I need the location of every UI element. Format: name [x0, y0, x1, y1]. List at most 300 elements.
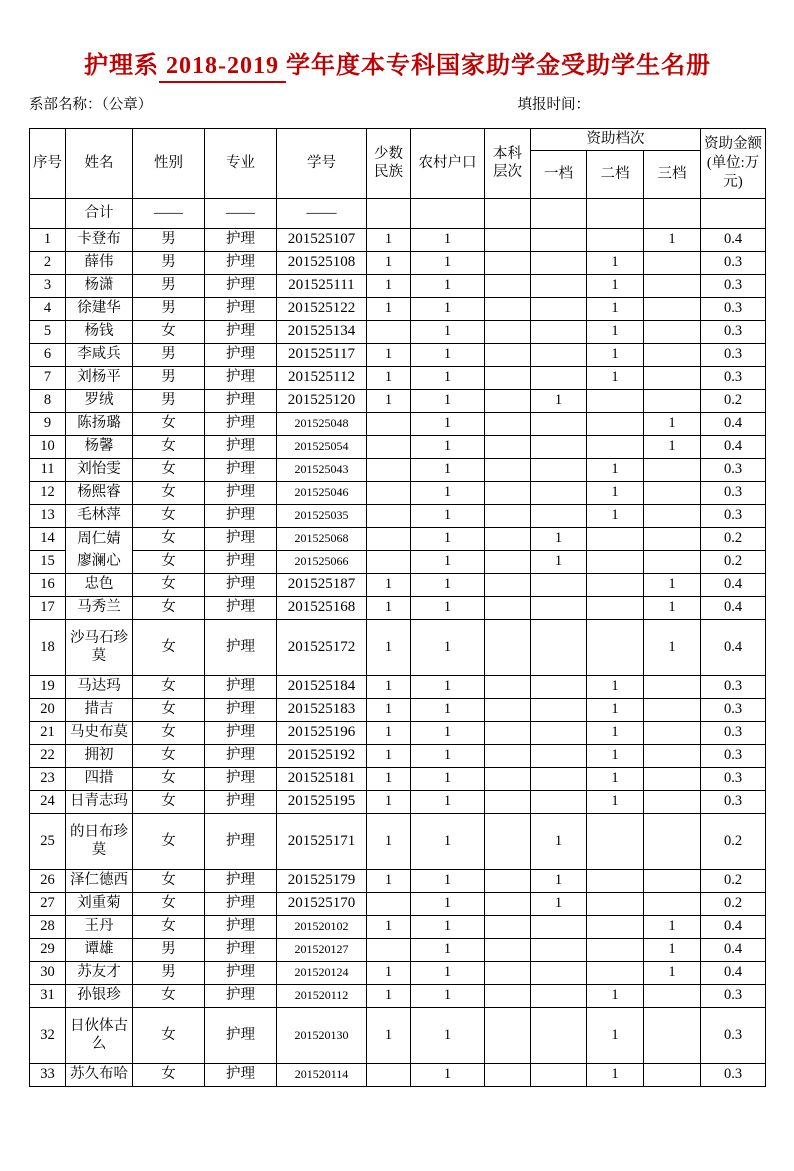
cell-name: 陈扬璐: [66, 412, 133, 435]
cell-tier1: 1: [531, 892, 587, 915]
cell-tier2: 1: [587, 698, 644, 721]
cell-seq: 28: [30, 915, 66, 938]
table-row: [30, 915, 766, 938]
cell-tier2: [587, 573, 644, 596]
total-row: [30, 198, 766, 228]
cell-amount: 0.2: [701, 389, 766, 412]
cell-seq: 25: [30, 813, 66, 869]
cell-sid: 201525183: [277, 698, 367, 721]
cell-seq: 5: [30, 320, 66, 343]
header-rural: 农村户口: [411, 129, 485, 199]
table-row: [30, 698, 766, 721]
cell-gender: 女: [133, 320, 205, 343]
cell-minority: 1: [367, 984, 411, 1007]
cell-undergrad: [485, 320, 531, 343]
cell-gender: 女: [133, 596, 205, 619]
cell-gender: ——: [133, 198, 205, 228]
cell-tier1: [531, 573, 587, 596]
table-row: [30, 458, 766, 481]
table-row: [30, 1063, 766, 1086]
cell-major: 护理: [205, 343, 277, 366]
cell-sid: 201525170: [277, 892, 367, 915]
cell-sid: 201525184: [277, 675, 367, 698]
cell-major: 护理: [205, 527, 277, 550]
cell-minority: [367, 550, 411, 573]
cell-name: 刘杨平: [66, 366, 133, 389]
cell-rural: 1: [411, 274, 485, 297]
cell-rural: 1: [411, 961, 485, 984]
cell-name: 合计: [66, 198, 133, 228]
cell-major: 护理: [205, 320, 277, 343]
cell-undergrad: [485, 915, 531, 938]
cell-major: 护理: [205, 869, 277, 892]
cell-name: 拥初: [66, 744, 133, 767]
cell-tier3: [644, 869, 701, 892]
cell-tier2: [587, 198, 644, 228]
cell-rural: 1: [411, 228, 485, 251]
cell-rural: 1: [411, 767, 485, 790]
cell-minority: [367, 892, 411, 915]
cell-undergrad: [485, 596, 531, 619]
cell-major: 护理: [205, 938, 277, 961]
cell-major: 护理: [205, 297, 277, 320]
cell-gender: 女: [133, 721, 205, 744]
cell-tier1: [531, 343, 587, 366]
cell-rural: 1: [411, 527, 485, 550]
cell-tier3: 1: [644, 412, 701, 435]
cell-name: 马秀兰: [66, 596, 133, 619]
cell-tier2: 1: [587, 721, 644, 744]
cell-sid: 201520114: [277, 1063, 367, 1086]
cell-major: 护理: [205, 619, 277, 675]
cell-name: 毛林萍: [66, 504, 133, 527]
cell-minority: [367, 504, 411, 527]
table-row: [30, 675, 766, 698]
cell-sid: 201525046: [277, 481, 367, 504]
cell-undergrad: [485, 961, 531, 984]
cell-tier1: [531, 320, 587, 343]
cell-amount: 0.3: [701, 458, 766, 481]
cell-rural: 1: [411, 869, 485, 892]
cell-seq: 3: [30, 274, 66, 297]
cell-seq: 11: [30, 458, 66, 481]
cell-undergrad: [485, 458, 531, 481]
cell-seq: 15: [30, 550, 66, 573]
cell-minority: [367, 412, 411, 435]
cell-seq: 33: [30, 1063, 66, 1086]
table-row: [30, 744, 766, 767]
cell-tier2: [587, 619, 644, 675]
cell-rural: 1: [411, 813, 485, 869]
cell-amount: 0.4: [701, 573, 766, 596]
cell-tier3: [644, 504, 701, 527]
cell-name: 沙马石珍莫: [66, 619, 133, 675]
cell-tier3: 1: [644, 619, 701, 675]
cell-sid: 201525108: [277, 251, 367, 274]
cell-minority: 1: [367, 389, 411, 412]
cell-tier3: [644, 389, 701, 412]
cell-gender: 女: [133, 458, 205, 481]
header-gender: 性别: [133, 129, 205, 199]
cell-rural: 1: [411, 297, 485, 320]
cell-gender: 男: [133, 297, 205, 320]
header-minority: 少数民族: [367, 129, 411, 199]
table-row: [30, 790, 766, 813]
cell-rural: 1: [411, 366, 485, 389]
cell-gender: 女: [133, 790, 205, 813]
cell-tier2: [587, 915, 644, 938]
cell-name: 日伙体古么: [66, 1007, 133, 1063]
cell-sid: 201525068: [277, 527, 367, 550]
cell-major: 护理: [205, 698, 277, 721]
cell-sid: 201525054: [277, 435, 367, 458]
cell-major: 护理: [205, 675, 277, 698]
cell-minority: 1: [367, 343, 411, 366]
table-row: [30, 297, 766, 320]
table-row: [30, 938, 766, 961]
cell-name: 措吉: [66, 698, 133, 721]
cell-rural: 1: [411, 596, 485, 619]
table-row: [30, 619, 766, 675]
cell-gender: 女: [133, 412, 205, 435]
cell-rural: 1: [411, 458, 485, 481]
cell-sid: 201525196: [277, 721, 367, 744]
cell-seq: 16: [30, 573, 66, 596]
cell-gender: 女: [133, 869, 205, 892]
cell-tier3: [644, 198, 701, 228]
cell-amount: 0.3: [701, 251, 766, 274]
cell-seq: 9: [30, 412, 66, 435]
cell-major: 护理: [205, 767, 277, 790]
cell-tier3: [644, 366, 701, 389]
cell-name: 王丹: [66, 915, 133, 938]
cell-minority: 1: [367, 251, 411, 274]
cell-sid: 201525117: [277, 343, 367, 366]
cell-amount: 0.3: [701, 297, 766, 320]
cell-tier1: 1: [531, 550, 587, 573]
cell-rural: 1: [411, 251, 485, 274]
cell-undergrad: [485, 198, 531, 228]
cell-major: 护理: [205, 228, 277, 251]
cell-minority: [367, 938, 411, 961]
cell-tier1: [531, 596, 587, 619]
header-name: 姓名: [66, 129, 133, 199]
cell-seq: 7: [30, 366, 66, 389]
cell-amount: 0.2: [701, 869, 766, 892]
table-row: [30, 504, 766, 527]
table-row: [30, 481, 766, 504]
cell-tier3: [644, 698, 701, 721]
cell-rural: 1: [411, 481, 485, 504]
header-tier-group: 资助档次: [531, 129, 701, 151]
cell-amount: 0.3: [701, 790, 766, 813]
cell-undergrad: [485, 481, 531, 504]
cell-amount: 0.4: [701, 938, 766, 961]
cell-gender: 女: [133, 984, 205, 1007]
cell-name: 忠色: [66, 573, 133, 596]
cell-seq: 30: [30, 961, 66, 984]
cell-minority: 1: [367, 790, 411, 813]
cell-minority: 1: [367, 274, 411, 297]
cell-amount: 0.4: [701, 228, 766, 251]
cell-rural: 1: [411, 435, 485, 458]
cell-gender: 女: [133, 573, 205, 596]
cell-tier1: [531, 297, 587, 320]
cell-tier3: 1: [644, 435, 701, 458]
cell-undergrad: [485, 698, 531, 721]
cell-tier2: 1: [587, 251, 644, 274]
cell-amount: 0.2: [701, 813, 766, 869]
header-major: 专业: [205, 129, 277, 199]
cell-tier1: [531, 481, 587, 504]
cell-tier3: [644, 675, 701, 698]
header-undergrad: 本科层次: [485, 129, 531, 199]
cell-tier2: [587, 389, 644, 412]
cell-sid: 201525122: [277, 297, 367, 320]
cell-amount: [701, 198, 766, 228]
cell-sid: 201525172: [277, 619, 367, 675]
cell-major: 护理: [205, 596, 277, 619]
cell-undergrad: [485, 813, 531, 869]
cell-tier3: [644, 721, 701, 744]
header-amount: 资助金额(单位:万元): [701, 129, 766, 199]
cell-tier3: 1: [644, 915, 701, 938]
cell-sid: 201525043: [277, 458, 367, 481]
cell-tier3: 1: [644, 228, 701, 251]
cell-undergrad: [485, 1063, 531, 1086]
cell-name: 李咸兵: [66, 343, 133, 366]
cell-tier1: [531, 435, 587, 458]
cell-major: 护理: [205, 366, 277, 389]
cell-gender: 女: [133, 675, 205, 698]
cell-name: 谭雄: [66, 938, 133, 961]
cell-tier2: [587, 961, 644, 984]
table-row: [30, 961, 766, 984]
cell-undergrad: [485, 1007, 531, 1063]
cell-rural: 1: [411, 721, 485, 744]
cell-undergrad: [485, 675, 531, 698]
cell-amount: 0.4: [701, 435, 766, 458]
cell-tier2: [587, 892, 644, 915]
cell-rural: 1: [411, 698, 485, 721]
cell-name: 苏友才: [66, 961, 133, 984]
cell-gender: 女: [133, 619, 205, 675]
cell-gender: 男: [133, 389, 205, 412]
cell-major: 护理: [205, 915, 277, 938]
cell-name: 杨馨: [66, 435, 133, 458]
cell-tier3: [644, 320, 701, 343]
cell-gender: 女: [133, 550, 205, 573]
cell-name: 徐建华: [66, 297, 133, 320]
cell-tier2: [587, 412, 644, 435]
cell-undergrad: [485, 938, 531, 961]
table-row: [30, 412, 766, 435]
cell-minority: [367, 198, 411, 228]
table-row: [30, 527, 766, 550]
cell-minority: 1: [367, 869, 411, 892]
cell-undergrad: [485, 744, 531, 767]
cell-tier3: 1: [644, 938, 701, 961]
cell-sid: 201525120: [277, 389, 367, 412]
header-sid: 学号: [277, 129, 367, 199]
cell-sid: 201525134: [277, 320, 367, 343]
cell-seq: 20: [30, 698, 66, 721]
cell-major: 护理: [205, 1063, 277, 1086]
cell-name: 四措: [66, 767, 133, 790]
cell-tier1: [531, 915, 587, 938]
cell-amount: 0.3: [701, 274, 766, 297]
cell-name: 廖澜心: [66, 550, 133, 573]
cell-rural: 1: [411, 343, 485, 366]
cell-tier2: 1: [587, 343, 644, 366]
cell-gender: 男: [133, 274, 205, 297]
cell-tier1: [531, 228, 587, 251]
cell-sid: 201525192: [277, 744, 367, 767]
cell-undergrad: [485, 869, 531, 892]
cell-major: 护理: [205, 481, 277, 504]
table-row: [30, 320, 766, 343]
cell-undergrad: [485, 619, 531, 675]
cell-seq: 10: [30, 435, 66, 458]
table-row: [30, 596, 766, 619]
cell-undergrad: [485, 790, 531, 813]
cell-seq: 12: [30, 481, 66, 504]
cell-tier3: [644, 1063, 701, 1086]
cell-name: 周仁婧: [66, 527, 133, 550]
cell-undergrad: [485, 435, 531, 458]
cell-tier2: 1: [587, 984, 644, 1007]
cell-seq: 24: [30, 790, 66, 813]
cell-name: 孙银珍: [66, 984, 133, 1007]
cell-major: 护理: [205, 435, 277, 458]
cell-tier1: [531, 698, 587, 721]
cell-tier3: 1: [644, 596, 701, 619]
cell-major: 护理: [205, 251, 277, 274]
cell-major: 护理: [205, 412, 277, 435]
cell-tier3: [644, 251, 701, 274]
cell-gender: 女: [133, 481, 205, 504]
cell-major: 护理: [205, 721, 277, 744]
cell-gender: 男: [133, 961, 205, 984]
header-seq: 序号: [30, 129, 66, 199]
cell-major: 护理: [205, 389, 277, 412]
cell-minority: 1: [367, 573, 411, 596]
cell-rural: 1: [411, 412, 485, 435]
header-tier1: 一档: [531, 150, 587, 198]
cell-amount: 0.3: [701, 675, 766, 698]
cell-tier1: [531, 938, 587, 961]
cell-tier2: 1: [587, 366, 644, 389]
cell-amount: 0.3: [701, 481, 766, 504]
cell-major: ——: [205, 198, 277, 228]
cell-sid: 201525168: [277, 596, 367, 619]
title-underlined-years: 2018-2019: [159, 51, 286, 83]
cell-tier3: [644, 481, 701, 504]
cell-tier2: 1: [587, 790, 644, 813]
cell-undergrad: [485, 251, 531, 274]
cell-name: 杨潇: [66, 274, 133, 297]
title-suffix: 学年度本专科国家助学金受助学生名册: [286, 53, 711, 79]
header-tier2: 二档: [587, 150, 644, 198]
cell-major: 护理: [205, 744, 277, 767]
cell-minority: [367, 1063, 411, 1086]
cell-tier3: [644, 274, 701, 297]
cell-undergrad: [485, 550, 531, 573]
header-row-top: [30, 129, 766, 151]
cell-sid: 201525187: [277, 573, 367, 596]
cell-tier2: 1: [587, 458, 644, 481]
cell-tier2: [587, 435, 644, 458]
cell-tier1: [531, 458, 587, 481]
cell-gender: 女: [133, 527, 205, 550]
cell-sid: 201525066: [277, 550, 367, 573]
cell-undergrad: [485, 892, 531, 915]
cell-amount: 0.4: [701, 412, 766, 435]
table-row: [30, 1007, 766, 1063]
cell-name: 日青志玛: [66, 790, 133, 813]
cell-undergrad: [485, 228, 531, 251]
table-row: [30, 869, 766, 892]
cell-seq: 26: [30, 869, 66, 892]
cell-tier3: [644, 984, 701, 1007]
cell-name: 卡登布: [66, 228, 133, 251]
cell-tier2: 1: [587, 297, 644, 320]
cell-minority: 1: [367, 961, 411, 984]
cell-seq: 13: [30, 504, 66, 527]
cell-major: 护理: [205, 961, 277, 984]
cell-amount: 0.3: [701, 698, 766, 721]
cell-seq: 31: [30, 984, 66, 1007]
cell-gender: 女: [133, 435, 205, 458]
table-row: [30, 984, 766, 1007]
cell-gender: 女: [133, 915, 205, 938]
cell-tier2: [587, 938, 644, 961]
cell-gender: 男: [133, 938, 205, 961]
cell-tier2: 1: [587, 744, 644, 767]
cell-seq: 29: [30, 938, 66, 961]
cell-sid: 201520130: [277, 1007, 367, 1063]
cell-tier2: 1: [587, 504, 644, 527]
table-row: [30, 274, 766, 297]
table-row: [30, 389, 766, 412]
cell-tier1: [531, 504, 587, 527]
cell-tier3: [644, 343, 701, 366]
cell-minority: [367, 320, 411, 343]
cell-sid: 201525171: [277, 813, 367, 869]
cell-amount: 0.2: [701, 527, 766, 550]
cell-seq: 1: [30, 228, 66, 251]
cell-rural: 1: [411, 984, 485, 1007]
cell-major: 护理: [205, 813, 277, 869]
table-row: [30, 892, 766, 915]
cell-minority: 1: [367, 915, 411, 938]
title-prefix: 护理系: [84, 53, 159, 79]
cell-tier1: [531, 984, 587, 1007]
cell-seq: 8: [30, 389, 66, 412]
cell-seq: 18: [30, 619, 66, 675]
roster-table: [29, 128, 766, 1087]
cell-seq: 19: [30, 675, 66, 698]
cell-seq: [30, 198, 66, 228]
cell-seq: 2: [30, 251, 66, 274]
cell-minority: [367, 435, 411, 458]
cell-tier1: [531, 721, 587, 744]
cell-minority: 1: [367, 596, 411, 619]
cell-name: 罗绒: [66, 389, 133, 412]
cell-amount: 0.3: [701, 767, 766, 790]
table-row: [30, 343, 766, 366]
cell-rural: 1: [411, 389, 485, 412]
